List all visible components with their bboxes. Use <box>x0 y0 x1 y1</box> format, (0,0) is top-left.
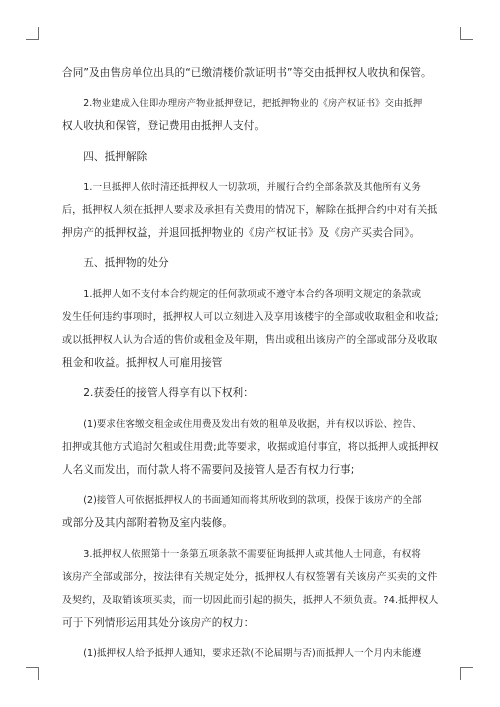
document-body <box>62 62 440 673</box>
text-line: 四、抵押解除 <box>83 150 148 163</box>
text-line: (1)要求住客缴交租金或住用费及发出有效的租单及收据，并有权以诉讼、控告、 <box>83 418 422 430</box>
text-line: 1.一旦抵押人依时清还抵押权人一切款项，并履行合约全部条款及其他所有义务 <box>83 181 422 193</box>
crop-mark-top-left <box>26 27 39 40</box>
text-line: 后，抵押权人须在抵押人要求及承担有关费用的情况下，解除在抵押合约中对有关抵 <box>62 205 438 217</box>
text-line: 或部分及其内部附着物及室内装修。 <box>62 517 234 530</box>
paragraph <box>62 642 440 665</box>
crop-mark-top-right <box>460 27 473 40</box>
text-line: 合同”及由售房单位出具的“已缴清楼价款证明书”等交由抵押权人收执和保管。 <box>62 67 432 79</box>
crop-mark-bottom-right <box>460 667 473 680</box>
text-line: 发生任何违约事项时，抵押权人可以立刻进入及享用该楼宇的全部或收取租金和收益; <box>62 311 439 323</box>
paragraph <box>62 489 440 535</box>
paragraph <box>62 413 440 483</box>
paragraph <box>62 543 440 636</box>
paragraph <box>62 176 440 246</box>
paragraph <box>62 283 440 376</box>
text-line: (1)抵押权人给予抵押人通知，要求还款(不论届期与否)而抵押人一个月内未能遵 <box>83 648 422 660</box>
text-line: 及契约，及取销该项买卖，而一切因此而引起的损失，抵押人不须负责。?4.抵押权人 <box>62 595 439 607</box>
text-line: (2)接管人可依据抵押权人的书面通知而将其所收到的款项，投保于该房产的全部 <box>83 495 422 507</box>
text-line: 人名义而发出，而付款人将不需要问及接管人是否有权力行事; <box>62 464 355 477</box>
text-line: 或以抵押权人认为合适的售价或租金及年期，售出或租出该房产的全部或部分及收取 <box>62 335 438 347</box>
section-heading <box>62 146 440 169</box>
crop-mark-bottom-left <box>26 667 39 680</box>
text-line: 可于下列情形运用其处分该房产的权力： <box>62 617 255 630</box>
text-line: 1.抵押人如不支付本合约规定的任何款项或不遵守本合约各项明文规定的条款或 <box>83 288 422 300</box>
paragraph <box>62 62 440 85</box>
text-line: 2.获委任的接管人得享有以下权利： <box>83 387 254 400</box>
text-line: 该房产全部或部分，按法律有关规定处分，抵押权人有权签署有关该房产买卖的文件 <box>62 571 438 583</box>
text-line: 扣押或其他方式追討欠租或住用费;此等要求，收据或追付事宜，将以抵押人或抵押权 <box>62 441 439 453</box>
text-line: 2.物业建成入住即办理房产物业抵押登记，把抵押物业的《房产权证书》交由抵押 <box>83 98 423 110</box>
paragraph <box>62 92 440 138</box>
text-line: 五、抵押物的处分 <box>83 257 169 270</box>
paragraph <box>62 382 440 405</box>
text-line: 权人收执和保管，登记费用由抵押人支付。 <box>62 120 266 133</box>
section-heading <box>62 252 440 275</box>
text-line: 押房产的抵押权益，并退回抵押物业的《房产权证书》及《房产买卖合同》。 <box>62 227 421 240</box>
text-line: 租金和收益。抵押权人可雇用接管 <box>62 357 223 370</box>
text-line: 3.抵押权人依照第十一条第五项条款不需要征询抵押人或其他人士同意，有权将 <box>83 548 422 560</box>
